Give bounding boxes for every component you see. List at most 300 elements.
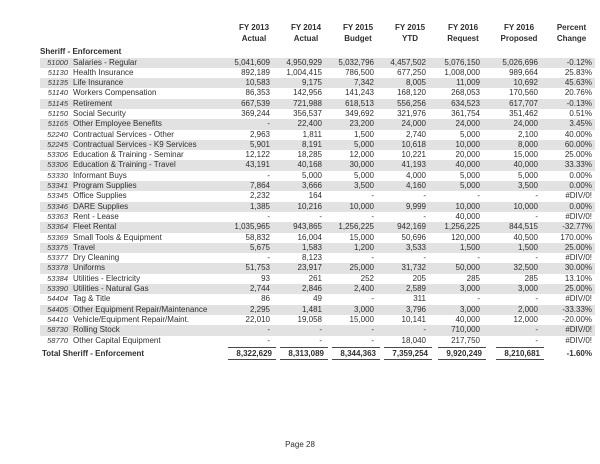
header-line1: Percent [556, 23, 587, 32]
account-row [40, 233, 595, 243]
value-cell-fy2013-actual: - [267, 211, 270, 221]
value-cell-fy2013-actual: 86 [261, 294, 270, 304]
account-name: Contractual Services - K9 Services [73, 139, 197, 149]
header-line2: Request [447, 34, 479, 43]
total-value: 8,344,363 [332, 347, 380, 360]
value-cell-fy2014-actual: 356,537 [293, 108, 322, 118]
total-value-cell [384, 347, 436, 360]
value-cell-fy2016-proposed: 2,000 [517, 304, 538, 314]
account-row [40, 171, 595, 181]
account-row [40, 336, 595, 346]
value-cell-fy2016-proposed: - [535, 335, 538, 345]
percent-change-cell: #DIV/0! [565, 191, 592, 201]
value-cell-fy2015-ytd: 321,976 [397, 108, 426, 118]
value-cell-fy2015-budget: - [371, 253, 374, 263]
value-cell-fy2015-ytd: 9,999 [405, 201, 426, 211]
value-cell-fy2014-actual: 16,004 [297, 232, 322, 242]
value-cell-fy2013-actual: - [267, 325, 270, 335]
value-cell-fy2016-request: 120,000 [451, 232, 480, 242]
total-value-cell [490, 347, 548, 360]
value-cell-fy2015-budget: 1,500 [353, 129, 374, 139]
value-cell-fy2016-request: 285 [466, 273, 480, 283]
value-cell-fy2014-actual: 4,950,929 [286, 57, 322, 67]
value-cell-fy2014-actual: - [319, 335, 322, 345]
account-code: 53378 [47, 263, 68, 273]
account-name: Rent - Lease [73, 211, 119, 221]
value-cell-fy2015-ytd: 4,160 [405, 181, 426, 191]
percent-change-cell: 0.51% [569, 108, 592, 118]
value-cell-fy2014-actual: 22,400 [297, 119, 322, 129]
account-label-cell [40, 68, 228, 78]
account-label-cell [40, 109, 228, 119]
total-value: 9,920,249 [438, 347, 486, 360]
value-cell-fy2016-proposed: 10,000 [513, 201, 538, 211]
total-percent-cell: -1.60% [566, 349, 592, 359]
account-name: Retirement [73, 98, 113, 108]
account-row [40, 274, 595, 284]
account-row [40, 263, 595, 273]
value-cell-fy2016-request: 710,000 [451, 325, 480, 335]
account-label-cell [40, 294, 228, 304]
value-cell-fy2016-request: 40,000 [455, 160, 480, 170]
account-code: 53330 [47, 170, 68, 180]
value-cell-fy2016-request: - [477, 191, 480, 201]
account-row [40, 68, 595, 78]
value-cell-fy2015-budget: - [371, 211, 374, 221]
header-line1: FY 2016 [447, 23, 479, 32]
value-cell-fy2016-proposed: 40,500 [513, 232, 538, 242]
total-value: 8,313,089 [280, 347, 328, 360]
account-code: 53369 [47, 232, 68, 242]
value-cell-fy2015-budget: 25,000 [349, 263, 374, 273]
percent-change-cell: #DIV/0! [565, 325, 592, 335]
account-label-cell [40, 88, 228, 98]
value-cell-fy2013-actual: 2,744 [249, 284, 270, 294]
value-cell-fy2015-ytd: - [423, 325, 426, 335]
account-name: Social Security [73, 108, 126, 118]
value-cell-fy2013-actual: - [267, 335, 270, 345]
value-cell-fy2016-request: - [477, 294, 480, 304]
value-cell-fy2015-ytd: 677,250 [397, 67, 426, 77]
value-cell-fy2016-request: 268,053 [451, 88, 480, 98]
account-code: 51135 [47, 78, 68, 88]
value-cell-fy2013-actual: 5,675 [249, 242, 270, 252]
account-code: 54410 [47, 314, 68, 324]
value-cell-fy2016-proposed: 10,692 [513, 78, 538, 88]
account-label-cell [40, 336, 228, 346]
value-cell-fy2015-ytd: 10,141 [401, 314, 426, 324]
account-row [40, 253, 595, 263]
value-cell-fy2015-budget: 3,000 [353, 304, 374, 314]
total-row [40, 347, 595, 361]
account-name: DARE Supplies [73, 201, 129, 211]
value-cell-fy2013-actual: 667,539 [241, 98, 270, 108]
account-row [40, 325, 595, 335]
percent-change-cell: 25.00% [564, 242, 592, 252]
account-code: 53346 [47, 201, 68, 211]
value-cell-fy2016-request: 1,256,225 [444, 222, 480, 232]
account-label-cell [40, 263, 228, 273]
value-cell-fy2015-ytd: 8,005 [405, 78, 426, 88]
value-cell-fy2013-actual: 369,244 [241, 108, 270, 118]
value-cell-fy2016-request: 5,000 [459, 170, 480, 180]
value-cell-fy2016-proposed: 40,000 [513, 160, 538, 170]
account-code: 58730 [47, 325, 68, 335]
value-cell-fy2015-budget: 2,400 [353, 284, 374, 294]
value-cell-fy2016-request: 40,000 [455, 211, 480, 221]
value-cell-fy2016-request: - [477, 253, 480, 263]
account-name: Program Supplies [73, 181, 137, 191]
account-row [40, 294, 595, 304]
account-row [40, 202, 595, 212]
percent-change-cell: 0.00% [569, 181, 592, 191]
percent-change-cell: 3.45% [569, 119, 592, 129]
value-cell-fy2015-ytd: 2,589 [405, 284, 426, 294]
account-code: 54404 [47, 294, 68, 304]
value-cell-fy2015-budget: 5,032,796 [338, 57, 374, 67]
value-cell-fy2016-request: 50,000 [455, 263, 480, 273]
value-cell-fy2015-budget: - [371, 191, 374, 201]
account-name: Education & Training - Travel [73, 160, 176, 170]
value-cell-fy2013-actual: - [267, 253, 270, 263]
value-cell-fy2016-proposed: 617,707 [509, 98, 538, 108]
percent-change-cell: -0.12% [566, 57, 592, 67]
value-cell-fy2014-actual: 943,865 [293, 222, 322, 232]
value-cell-fy2016-proposed: 32,500 [513, 263, 538, 273]
account-label-cell [40, 78, 228, 88]
value-cell-fy2015-ytd: 3,796 [405, 304, 426, 314]
account-label-cell [40, 171, 228, 181]
table-body [40, 58, 595, 346]
account-label-cell [40, 284, 228, 294]
value-cell-fy2016-request: 361,754 [451, 108, 480, 118]
account-code: 53364 [47, 222, 68, 232]
value-cell-fy2014-actual: 261 [308, 273, 322, 283]
account-code: 52240 [47, 129, 68, 139]
value-cell-fy2013-actual: 2,963 [249, 129, 270, 139]
value-cell-fy2016-proposed: 285 [524, 273, 538, 283]
value-cell-fy2016-proposed: - [535, 211, 538, 221]
account-row [40, 130, 595, 140]
value-cell-fy2015-ytd: 942,169 [397, 222, 426, 232]
value-cell-fy2015-budget: 141,243 [345, 88, 374, 98]
percent-change-cell: 20.76% [564, 88, 592, 98]
value-cell-fy2013-actual: 86,353 [245, 88, 270, 98]
account-row [40, 212, 595, 222]
percent-change-cell: 30.00% [564, 263, 592, 273]
percent-change-cell: 170.00% [560, 232, 592, 242]
account-label-cell [40, 181, 228, 191]
total-value-cell [332, 347, 384, 360]
account-code: 53306 [47, 160, 68, 170]
value-cell-fy2014-actual: 8,191 [301, 139, 322, 149]
header-line1: FY 2016 [503, 23, 535, 32]
account-row [40, 191, 595, 201]
value-cell-fy2016-request: 11,009 [456, 78, 480, 88]
percent-change-cell: #DIV/0! [565, 211, 592, 221]
account-label-cell [40, 315, 228, 325]
value-cell-fy2016-proposed: 989,664 [509, 67, 538, 77]
value-cell-fy2016-proposed: 24,000 [513, 119, 538, 129]
account-row [40, 109, 595, 119]
value-cell-fy2013-actual: 93 [261, 273, 270, 283]
value-cell-fy2015-budget: 1,200 [353, 242, 374, 252]
header-line2: YTD [402, 34, 418, 43]
value-cell-fy2015-budget: 618,513 [345, 98, 374, 108]
account-row [40, 140, 595, 150]
account-name: Office Supplies [73, 191, 127, 201]
account-label-cell [40, 212, 228, 222]
account-code: 53390 [47, 284, 68, 294]
value-cell-fy2015-ytd: 168,120 [397, 88, 426, 98]
account-name: Small Tools & Equipment [73, 232, 162, 242]
value-cell-fy2015-ytd: 50,696 [401, 232, 426, 242]
account-label-cell [40, 99, 228, 109]
percent-change-cell: -0.13% [566, 98, 592, 108]
account-label-cell [40, 325, 228, 335]
value-cell-fy2016-request: 24,000 [455, 119, 480, 129]
account-name: Salaries - Regular [73, 57, 138, 67]
value-cell-fy2014-actual: 49 [313, 294, 322, 304]
account-row [40, 305, 595, 315]
value-cell-fy2013-actual: 12,122 [245, 150, 270, 160]
percent-change-cell: -33.33% [562, 304, 592, 314]
value-cell-fy2015-ytd: 24,000 [401, 119, 426, 129]
account-name: Fleet Rental [73, 222, 117, 232]
value-cell-fy2015-ytd: 10,618 [401, 139, 426, 149]
value-cell-fy2013-actual: 1,035,965 [234, 222, 270, 232]
account-row [40, 119, 595, 129]
value-cell-fy2015-budget: 349,692 [345, 108, 374, 118]
value-cell-fy2016-proposed: 15,000 [513, 150, 538, 160]
header-line2: Actual [293, 34, 319, 43]
account-label-cell [40, 274, 228, 284]
account-name: Utilities - Electricity [73, 273, 141, 283]
percent-change-cell: #DIV/0! [565, 253, 592, 263]
value-cell-fy2016-proposed: 5,000 [517, 170, 538, 180]
group-header [40, 47, 595, 58]
account-code: 51165 [47, 119, 68, 129]
value-cell-fy2016-request: 3,000 [459, 284, 480, 294]
value-cell-fy2014-actual: 1,481 [301, 304, 322, 314]
value-cell-fy2016-request: 5,000 [459, 129, 480, 139]
value-cell-fy2016-proposed: 844,515 [509, 222, 538, 232]
value-cell-fy2014-actual: - [319, 325, 322, 335]
header-line2: Budget [344, 34, 372, 43]
value-cell-fy2015-ytd: 3,533 [405, 242, 426, 252]
value-cell-fy2014-actual: 19,058 [297, 314, 322, 324]
value-cell-fy2013-actual: 43,191 [245, 160, 270, 170]
account-code: 51145 [47, 98, 68, 108]
account-name: Vehicle/Equipment Repair/Maint. [73, 314, 190, 324]
value-cell-fy2014-actual: 142,956 [293, 88, 322, 98]
value-cell-fy2013-actual: 2,232 [249, 191, 270, 201]
percent-change-cell: 0.00% [569, 170, 592, 180]
account-name: Other Employee Benefits [73, 119, 162, 129]
group-header-label: Sheriff - Enforcement [40, 47, 122, 56]
value-cell-fy2014-actual: 8,123 [301, 253, 322, 263]
value-cell-fy2013-actual: - [267, 170, 270, 180]
value-cell-fy2016-request: 1,500 [459, 242, 480, 252]
account-label-cell [40, 243, 228, 253]
value-cell-fy2014-actual: 40,168 [297, 160, 322, 170]
header-line2: Actual [241, 34, 267, 43]
value-cell-fy2014-actual: 23,917 [297, 263, 322, 273]
value-cell-fy2015-ytd: 2,740 [405, 129, 426, 139]
account-label-cell [40, 253, 228, 263]
account-code: 51140 [47, 88, 68, 98]
header-line1: FY 2015 [342, 23, 374, 32]
account-row [40, 160, 595, 170]
column-header-fy2015-ytd [384, 22, 436, 44]
value-cell-fy2015-budget: 5,000 [353, 170, 374, 180]
column-header-fy2013-actual [228, 22, 280, 44]
account-row [40, 181, 595, 191]
column-header-fy2016-proposed [490, 22, 548, 44]
value-cell-fy2014-actual: 9,175 [301, 78, 322, 88]
percent-change-cell: #DIV/0! [565, 335, 592, 345]
account-code: 53341 [47, 181, 68, 191]
percent-change-cell: -32.77% [562, 222, 592, 232]
value-cell-fy2015-ytd: - [423, 191, 426, 201]
value-cell-fy2016-proposed: 8,000 [517, 139, 538, 149]
account-label-cell [40, 233, 228, 243]
column-header-fy2016-request [436, 22, 490, 44]
account-code: 51130 [47, 67, 68, 77]
value-cell-fy2013-actual: 10,583 [245, 78, 270, 88]
value-cell-fy2016-request: 5,000 [459, 181, 480, 191]
account-row [40, 88, 595, 98]
account-name: Informant Buys [73, 170, 127, 180]
value-cell-fy2013-actual: 5,901 [249, 139, 270, 149]
value-cell-fy2015-ytd: 556,256 [397, 98, 426, 108]
account-code: 53377 [47, 253, 68, 263]
value-cell-fy2016-proposed: - [535, 294, 538, 304]
value-cell-fy2016-request: 634,523 [451, 98, 480, 108]
value-cell-fy2015-budget: 786,500 [345, 67, 374, 77]
value-cell-fy2013-actual: 892,189 [241, 67, 270, 77]
value-cell-fy2014-actual: 2,846 [301, 284, 322, 294]
header-line2: Change [556, 34, 587, 43]
account-code: 53384 [47, 273, 68, 283]
account-row [40, 243, 595, 253]
value-cell-fy2016-proposed: 170,560 [509, 88, 538, 98]
header-line1: FY 2013 [238, 23, 270, 32]
account-name: Uniforms [73, 263, 106, 273]
value-cell-fy2013-actual: 22,010 [245, 314, 270, 324]
total-value: 7,359,254 [384, 347, 432, 360]
value-cell-fy2013-actual: 5,041,609 [234, 57, 270, 67]
account-label-cell [40, 222, 228, 232]
value-cell-fy2014-actual: - [319, 211, 322, 221]
value-cell-fy2014-actual: 1,004,415 [286, 67, 322, 77]
value-cell-fy2016-proposed: 1,500 [517, 242, 538, 252]
account-name: Other Capital Equipment [73, 335, 161, 345]
account-label-cell [40, 150, 228, 160]
total-label: Total Sheriff - Enforcement [42, 349, 145, 359]
column-header-fy2014-actual [280, 22, 332, 44]
value-cell-fy2015-ytd: 10,221 [401, 150, 426, 160]
account-name: Workers Compensation [73, 88, 157, 98]
value-cell-fy2014-actual: 5,000 [301, 170, 322, 180]
value-cell-fy2015-budget: - [371, 294, 374, 304]
total-value-cell [436, 347, 490, 360]
percent-change-cell: #DIV/0! [565, 294, 592, 304]
account-name: Rolling Stock [73, 325, 120, 335]
value-cell-fy2015-budget: 30,000 [349, 160, 374, 170]
account-label-cell [40, 202, 228, 212]
value-cell-fy2016-proposed: 12,000 [513, 314, 538, 324]
value-cell-fy2015-ytd: - [423, 211, 426, 221]
value-cell-fy2016-request: 5,076,150 [444, 57, 480, 67]
value-cell-fy2016-request: 217,750 [451, 335, 480, 345]
account-code: 52245 [47, 139, 68, 149]
percent-change-cell: 40.00% [564, 129, 592, 139]
account-name: Life Insurance [73, 78, 124, 88]
value-cell-fy2013-actual: 51,753 [245, 263, 270, 273]
account-label-cell [40, 58, 228, 68]
value-cell-fy2016-request: 3,000 [459, 304, 480, 314]
value-cell-fy2014-actual: 1,583 [301, 242, 322, 252]
account-name: Health Insurance [73, 67, 134, 77]
value-cell-fy2016-request: 20,000 [455, 150, 480, 160]
account-label-cell [40, 191, 228, 201]
account-code: 53345 [47, 191, 68, 201]
value-cell-fy2013-actual: 2,295 [249, 304, 270, 314]
value-cell-fy2014-actual: 10,216 [297, 201, 322, 211]
percent-change-cell: 33.33% [564, 160, 592, 170]
value-cell-fy2015-budget: 23,200 [349, 119, 374, 129]
account-name: Tag & Title [73, 294, 111, 304]
value-cell-fy2016-proposed: 2,100 [517, 129, 538, 139]
value-cell-fy2015-ytd: 41,193 [401, 160, 426, 170]
account-code: 58770 [47, 335, 68, 345]
total-value: 8,322,629 [228, 347, 276, 360]
value-cell-fy2014-actual: 3,666 [301, 181, 322, 191]
value-cell-fy2016-request: 40,000 [455, 314, 480, 324]
account-label-cell [40, 130, 228, 140]
account-row [40, 99, 595, 109]
account-row [40, 150, 595, 160]
total-value-cell [280, 347, 332, 360]
value-cell-fy2015-budget: 15,000 [349, 232, 374, 242]
account-code: 51000 [47, 57, 68, 67]
value-cell-fy2013-actual: - [267, 119, 270, 129]
header-line1: FY 2014 [290, 23, 322, 32]
account-name: Dry Cleaning [73, 253, 120, 263]
value-cell-fy2015-budget: 3,500 [353, 181, 374, 191]
value-cell-fy2013-actual: 1,385 [249, 201, 270, 211]
value-cell-fy2016-proposed: 3,000 [517, 284, 538, 294]
value-cell-fy2014-actual: 721,988 [293, 98, 322, 108]
account-code: 53306 [47, 150, 68, 160]
value-cell-fy2016-proposed: - [535, 325, 538, 335]
account-name: Education & Training - Seminar [73, 150, 184, 160]
account-label-cell [40, 305, 228, 315]
value-cell-fy2015-ytd: 4,457,502 [390, 57, 426, 67]
percent-change-cell: 25.00% [564, 284, 592, 294]
header-line1: FY 2015 [394, 23, 426, 32]
total-value: 8,210,681 [496, 347, 544, 360]
value-cell-fy2016-request: 10,000 [455, 139, 480, 149]
value-cell-fy2015-budget: 10,000 [349, 201, 374, 211]
column-header-percent-change [548, 22, 595, 44]
budget-table [40, 22, 595, 361]
account-row [40, 78, 595, 88]
value-cell-fy2015-ytd: 18,040 [401, 335, 426, 345]
percent-change-cell: 13.10% [564, 273, 592, 283]
account-row [40, 222, 595, 232]
